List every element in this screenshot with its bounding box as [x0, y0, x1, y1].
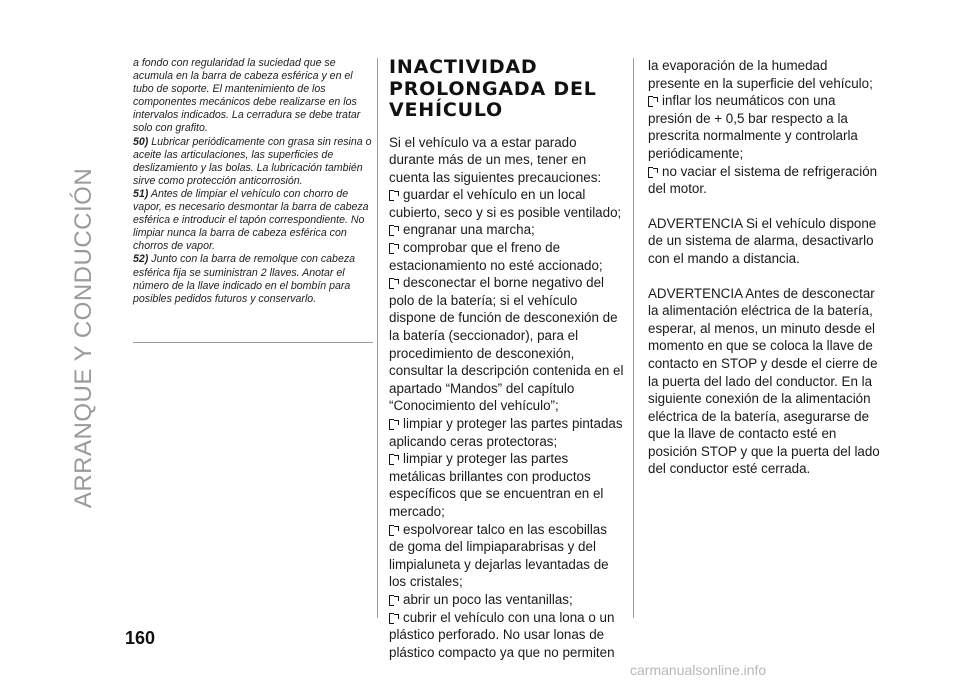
section-body	[389, 134, 625, 662]
note-item	[133, 136, 373, 188]
bullet-item	[389, 274, 625, 415]
arrow-bullet-icon	[389, 613, 399, 622]
bullet-item	[389, 415, 625, 450]
arrow-bullet-icon	[389, 225, 399, 234]
note-number: 52)	[133, 253, 149, 266]
bullet-item	[389, 450, 625, 520]
arrow-bullet-icon	[648, 96, 658, 105]
bullet-text: limpiar y proteger las partes metálicas brillantes con productos específicos que se encuentran en el mercado;	[389, 451, 604, 519]
watermark: carmanualsonline.info	[630, 662, 767, 678]
section-intro: Si el vehículo va a estar parado durante más de un mes, tener en cuenta las siguientes precauciones:	[389, 134, 602, 185]
bullet-text: comprobar que el freno de estacionamiento no esté accionado;	[389, 240, 603, 273]
section-heading-line: VEHÍCULO	[389, 99, 504, 121]
column-divider-left	[377, 58, 378, 618]
paragraph-spacer	[648, 268, 883, 285]
right-column	[648, 57, 883, 478]
note-text: Antes de limpiar el vehículo con chorro de vapor, es necesario desmontar la barra de cabeza esférica e introducir el tapón correspondiente. No limpiar nunca la barra de cabeza esférica con chorros de vapor.	[133, 187, 369, 253]
bullet-text: cubrir el vehículo con una lona o un plástico perforado. No usar lonas de plástico compacto ya que no permiten	[389, 609, 615, 660]
notes-column	[133, 57, 373, 306]
arrow-bullet-icon	[389, 525, 399, 534]
warning-paragraph: ADVERTENCIA Si el vehículo dispone de un sistema de alarma, desactivarlo con el mando a distancia.	[648, 215, 877, 266]
right-body	[648, 57, 883, 478]
bullet-text: engranar una marcha;	[403, 222, 535, 238]
arrow-bullet-icon	[648, 167, 658, 176]
notes-bottom-rule	[133, 342, 373, 343]
bullet-item	[389, 221, 625, 239]
bullet-text: desconectar el borne negativo del polo de la batería; si el vehículo dispone de función de desconexión de la batería (seccionador), para el procedimiento de desconexión, consultar la descripción contenida en el apartado “Mandos” del capítulo “Conocimiento del vehículo”;	[389, 275, 624, 414]
section-heading	[389, 57, 625, 122]
bullet-text: limpiar y proteger las partes pintadas aplicando ceras protectoras;	[389, 416, 623, 449]
bullet-item	[389, 239, 625, 274]
continuation-text: la evaporación de la humedad presente en la superficie del vehículo;	[648, 58, 873, 91]
note-text: Lubricar periódicamente con grasa sin resina o aceite las articulaciones, las superficies de deslizamiento y las bolas. La lubricación también sirve como protección anticorrosión.	[133, 135, 372, 187]
warning-paragraph: ADVERTENCIA Antes de desconectar la alimentación eléctrica de la batería, esperar, al menos, un minuto desde el momento en que se coloca la llave de contacto en STOP y desde el cierre de la puerta del lado del conductor. En la siguiente conexión de la alimentación eléctrica de la batería, asegurarse de que la llave de contacto esté en posición STOP y que la puerta del lado del conductor esté cerrada.	[648, 285, 880, 477]
section-heading-line: PROLONGADA DEL	[389, 77, 597, 100]
chapter-side-title: ARRANQUE Y CONDUCCIÓN	[70, 167, 97, 509]
note-item	[133, 188, 373, 253]
bullet-text: abrir un poco las ventanillas;	[403, 591, 573, 607]
note-text: Junto con la barra de remolque con cabeza esférica fija se suministran 2 llaves. Anotar el número de la llave indicado en el bombín para posibles pedidos futuros y conservarlo.	[133, 253, 356, 305]
bullet-text: inflar los neumáticos con una presión de + 0,5 bar respecto a la prescrita normalmente y controlarla periódicamente;	[648, 93, 858, 161]
section-column	[389, 57, 625, 661]
note-number: 51)	[133, 187, 149, 200]
page-number: 160	[125, 628, 156, 648]
bullet-text: no vaciar el sistema de refrigeración del motor.	[648, 163, 878, 197]
bullet-text: guardar el vehículo en un local cubierto, seco y si es posible ventilado;	[389, 187, 622, 220]
notes-intro: a fondo con regularidad la suciedad que se acumula en la barra de cabeza esférica y en el tubo de soporte. El mantenimiento de los componentes mecánicos debe realizarse en los intervalos indicados. La cerradura se debe tratar solo con grafito.	[133, 57, 361, 135]
bullet-text: espolvorear talco en las escobillas de goma del limpiaparabrisas y del limpialuneta y dejarlas levantadas de los cristales;	[389, 521, 609, 590]
arrow-bullet-icon	[389, 278, 399, 287]
bullet-item	[389, 609, 625, 662]
arrow-bullet-icon	[389, 595, 399, 604]
arrow-bullet-icon	[389, 190, 399, 199]
paragraph-spacer	[648, 198, 883, 215]
arrow-bullet-icon	[389, 419, 399, 428]
bullet-item	[648, 163, 883, 198]
note-number: 50)	[133, 135, 149, 148]
bullet-item	[648, 92, 883, 162]
note-item	[133, 253, 373, 305]
arrow-bullet-icon	[389, 454, 399, 463]
bullet-item	[389, 186, 625, 221]
bullet-item	[389, 521, 625, 591]
section-heading-line: INACTIVIDAD	[389, 56, 538, 78]
arrow-bullet-icon	[389, 243, 399, 252]
column-divider-right	[633, 58, 634, 618]
bullet-item	[389, 591, 625, 609]
